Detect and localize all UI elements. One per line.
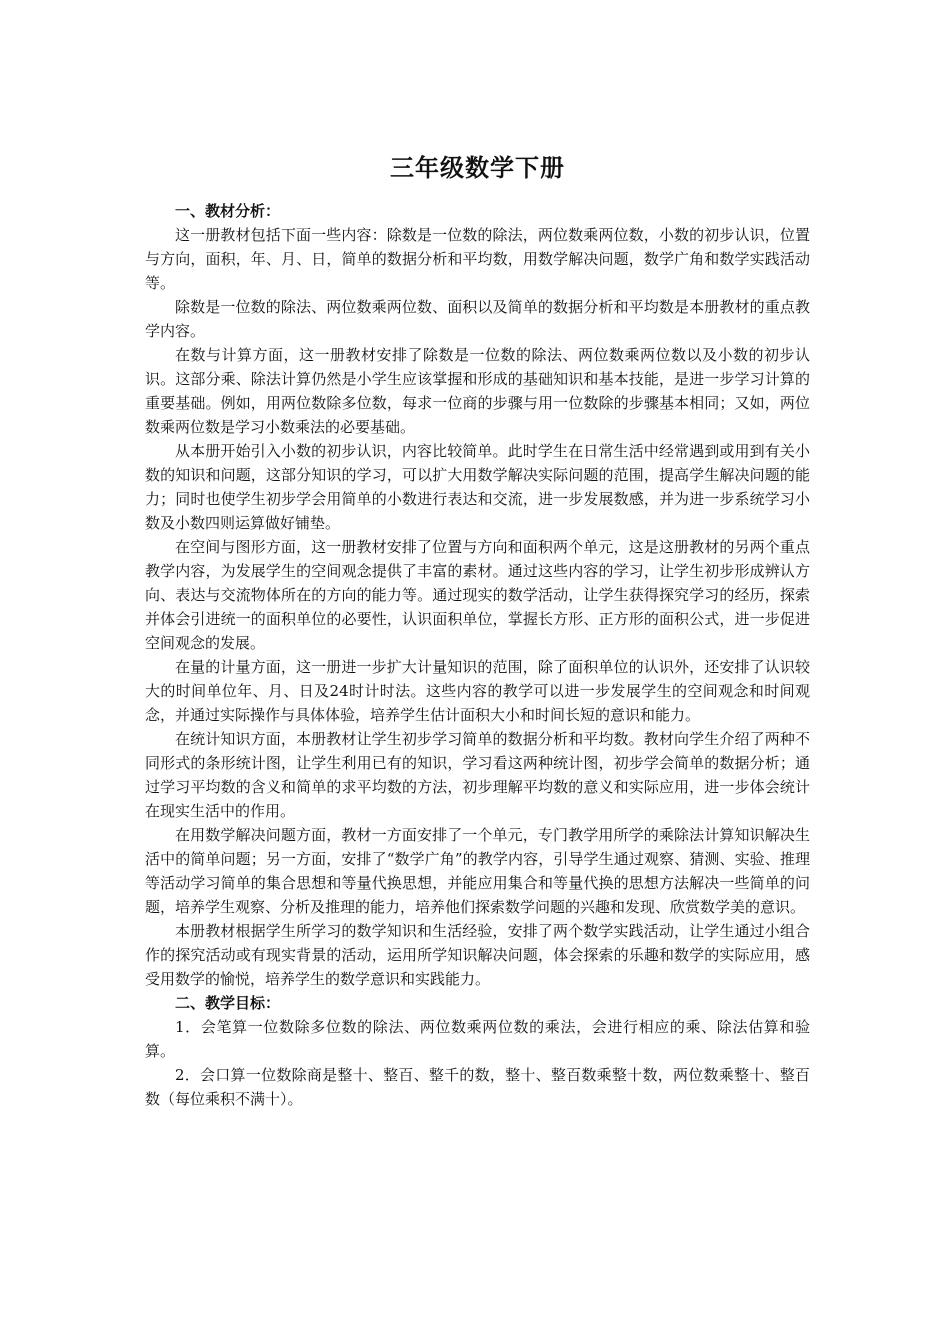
paragraph: 在数与计算方面，这一册教材安排了除数是一位数的除法、两位数乘两位数以及小数的初步认识。这部分乘、除法计算仍然是小学生应该掌握和形成的基础知识和基本技能，是进一步学习计算的重要基础。例如，用两位数除多位数，每求一位商的步骤与用一位数除的步骤基本相同；又如，两位数乘两位数是学习小数乘法的必要基础。 [145, 346, 810, 436]
paragraph: 2．会口算一位数除商是整十、整百、整千的数，整十、整百数乘整十数，两位数乘整十、整百数（每位乘积不满十）。 [145, 1066, 810, 1108]
paragraph: 这一册教材包括下面一些内容：除数是一位数的除法，两位数乘两位数，小数的初步认识，位置与方向，面积，年、月、日，简单的数据分析和平均数，用数学解决问题，数学广角和数学实践活动等。 [145, 226, 810, 292]
section-heading: 二、教学目标： [175, 994, 281, 1012]
section-heading: 一、教材分析： [175, 202, 281, 220]
section-teaching-goals [145, 991, 810, 1111]
document-page [145, 150, 810, 1111]
document-title: 三年级数学下册 [390, 154, 565, 182]
paragraph: 在空间与图形方面，这一册教材安排了位置与方向和面积两个单元，这是这册教材的另两个重点教学内容，为发展学生的空间观念提供了丰富的素材。通过这些内容的学习，让学生初步形成辨认方向、表达与交流物体所在的方向的能力等。通过现实的数学活动，让学生获得探究学习的经历，探索并体会引进统一的面积单位的必要性，认识面积单位，掌握长方形、正方形的面积公式，进一步促进空间观念的发展。 [145, 538, 810, 652]
paragraph: 除数是一位数的除法、两位数乘两位数、面积以及简单的数据分析和平均数是本册教材的重点教学内容。 [145, 298, 810, 340]
paragraph: 在统计知识方面，本册教材让学生初步学习简单的数据分析和平均数。教材向学生介绍了两种不同形式的条形统计图，让学生利用已有的知识，学习看这两种统计图，初步学会简单的数据分析；通过学习平均数的含义和简单的求平均数的方法，初步理解平均数的意义和实际应用，进一步体会统计在现实生活中的作用。 [145, 730, 810, 820]
paragraph: 1．会笔算一位数除多位数的除法、两位数乘两位数的乘法，会进行相应的乘、除法估算和验算。 [145, 1018, 810, 1060]
paragraph: 在用数学解决问题方面，教材一方面安排了一个单元，专门教学用所学的乘除法计算知识解决生活中的简单问题；另一方面，安排了“数学广角”的教学内容，引导学生通过观察、猜测、实验、推理等活动学习简单的集合思想和等量代换思想，并能应用集合和等量代换的思想方法解决一些简单的问题，培养学生观察、分析及推理的能力，培养他们探索数学问题的兴趣和发现、欣赏数学美的意识。 [145, 826, 810, 916]
paragraph: 在量的计量方面，这一册进一步扩大计量知识的范围，除了面积单位的认识外，还安排了认识较大的时间单位年、月、日及24时计时法。这些内容的教学可以进一步发展学生的空间观念和时间观念，并通过实际操作与具体体验，培养学生估计面积大小和时间长短的意识和能力。 [145, 658, 810, 724]
section-teaching-material-analysis [145, 199, 810, 991]
paragraph: 本册教材根据学生所学习的数学知识和生活经验，安排了两个数学实践活动，让学生通过小组合作的探究活动或有现实背景的活动，运用所学知识解决问题，体会探索的乐趣和数学的实际应用，感受用数学的愉悦，培养学生的数学意识和实践能力。 [145, 922, 810, 988]
paragraph: 从本册开始引入小数的初步认识，内容比较简单。此时学生在日常生活中经常遇到或用到有关小数的知识和问题，这部分知识的学习，可以扩大用数学解决实际问题的范围，提高学生解决问题的能力；同时也使学生初步学会用简单的小数进行表达和交流，进一步发展数感，并为进一步系统学习小数及小数四则运算做好铺垫。 [145, 442, 810, 532]
